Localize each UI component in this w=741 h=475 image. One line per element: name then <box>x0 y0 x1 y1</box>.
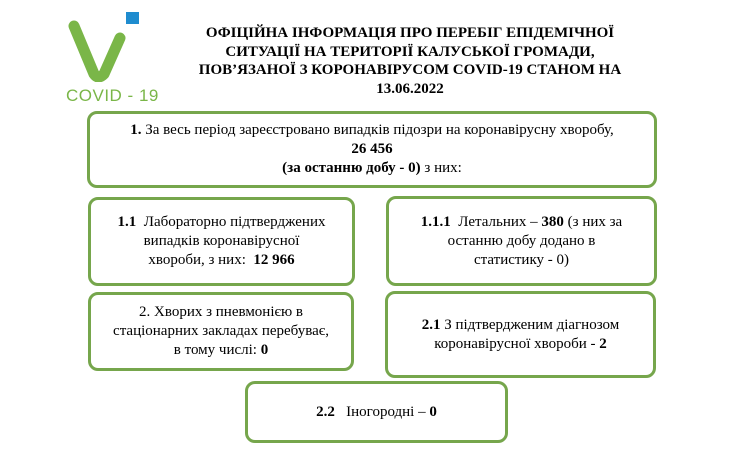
title-line-1: ОФІЦІЙНА ІНФОРМАЦІЯ ПРО ПЕРЕБІГ ЕПІДЕМІЧНОЇ <box>205 25 615 41</box>
nonresident-box <box>245 381 508 443</box>
confirmed-number: 2.1 <box>421 316 441 333</box>
title-line-3: ПОВ’ЯЗАНОЇ З КОРОНАВІРУСОМ COVID-19 СТАНОМ НА <box>198 62 622 78</box>
nonresident-label: Іногородні – <box>346 403 426 420</box>
logo-text: COVID - 19 <box>66 86 159 105</box>
deaths-line-2: останню добу додано в <box>447 232 596 249</box>
deaths-value: 380 <box>541 213 564 230</box>
nonresident-value: 0 <box>429 403 437 420</box>
confirmed-value: 2 <box>599 335 607 352</box>
title-line-4: 13.06.2022 <box>376 80 444 97</box>
lab-number: 1.1 <box>117 214 137 230</box>
deaths-number: 1.1.1 <box>420 213 451 230</box>
title-line-2: СИТУАЦІЇ НА ТЕРИТОРІЇ КАЛУСЬКОЇ ГРОМАДИ, <box>225 43 595 60</box>
total-text: За весь період зареєстровано випадків підозри на коронавірусну хворобу, <box>145 122 614 138</box>
lab-value: 12 966 <box>253 252 295 268</box>
lab-line-2: випадків коронавірусної <box>143 233 300 249</box>
total-value: 26 456 <box>351 141 393 157</box>
page-title <box>160 24 660 98</box>
pneumonia-line-3: в тому числі: <box>173 342 257 358</box>
total-suffix: з них: <box>424 160 462 176</box>
pneumonia-line-2: стаціонарних закладах перебуває, <box>113 323 329 339</box>
deaths-line-1-rest: (з них за <box>567 213 623 230</box>
lab-line-3: хвороби, з них: <box>148 252 246 268</box>
pneumonia-value: 0 <box>260 342 269 358</box>
covid-v-icon <box>68 12 148 82</box>
pneumonia-line-1: 2. Хворих з пневмонією в <box>139 304 303 320</box>
covid-logo <box>60 4 160 108</box>
deaths-label: Летальних – <box>458 213 538 230</box>
pneumonia-box <box>88 292 354 371</box>
nonresident-number: 2.2 <box>316 403 335 420</box>
confirmed-line-2: коронавірусної хвороби - <box>434 335 596 352</box>
total-number: 1. <box>130 122 142 138</box>
lab-line-1: Лабораторно підтверджених <box>143 214 326 230</box>
deaths-box <box>386 196 657 286</box>
lab-confirmed-box <box>88 197 355 286</box>
deaths-line-3: статистику - 0) <box>473 251 570 268</box>
total-suspected-box <box>87 111 657 188</box>
confirmed-line-1: З підтвердженим діагнозом <box>444 316 620 333</box>
total-today: (за останню добу - 0) <box>282 160 421 176</box>
confirmed-diagnosis-box <box>385 291 656 378</box>
